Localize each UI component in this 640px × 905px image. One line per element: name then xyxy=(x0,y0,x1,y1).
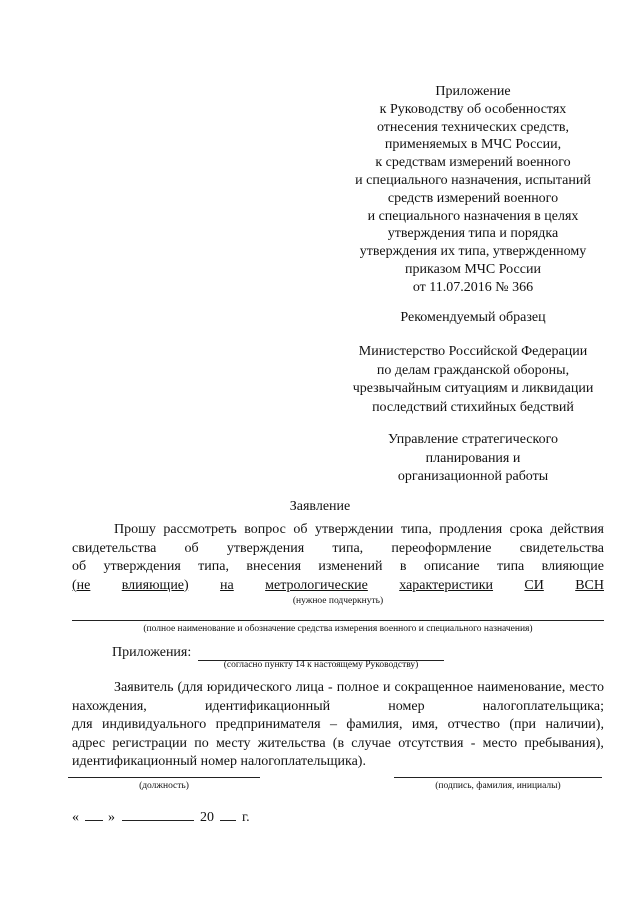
appendix-line: приказом МЧС России xyxy=(405,261,541,277)
word: характеристики xyxy=(399,577,494,593)
word: и xyxy=(382,680,391,695)
ministry-line: последствий стихийных бедствий xyxy=(372,399,574,415)
date-close-quote: » xyxy=(108,810,115,825)
word: фамилия, xyxy=(346,717,403,732)
instrument-name-field[interactable] xyxy=(72,620,604,621)
word: типа, xyxy=(198,559,229,574)
word: идентификационный xyxy=(204,698,331,714)
appendix-line: Приложение xyxy=(435,84,511,99)
word: адрес xyxy=(72,735,106,751)
word: - xyxy=(328,680,333,695)
date-year-field[interactable] xyxy=(220,808,236,821)
word: - xyxy=(470,735,476,751)
applicant-line xyxy=(72,679,604,698)
word: регистрации xyxy=(112,735,187,751)
word: срока xyxy=(509,522,543,537)
request-line xyxy=(72,558,604,577)
department-addressee xyxy=(330,431,616,487)
applicant-paragraph xyxy=(72,679,604,772)
word: предпринимателя xyxy=(215,717,321,732)
word: свидетельства xyxy=(72,540,157,556)
word: типа, xyxy=(400,522,432,537)
word: по xyxy=(194,735,209,751)
appendix-line: и специального назначения в целях xyxy=(367,208,579,224)
word: номер xyxy=(388,698,425,714)
date-day-field[interactable] xyxy=(85,808,103,821)
word: – xyxy=(330,717,338,732)
ministry-addressee xyxy=(330,343,616,417)
word: пребывания), xyxy=(524,735,604,751)
applicant-line xyxy=(72,698,604,717)
word: налогоплательщика; xyxy=(482,698,604,714)
word: (при xyxy=(509,717,537,732)
word: вопрос xyxy=(244,522,286,537)
word: рассмотреть xyxy=(163,522,237,537)
date-year-prefix: 20 xyxy=(200,810,214,825)
appendix-line: и специального назначения, испытаний xyxy=(355,172,591,188)
applicant-line xyxy=(72,735,604,754)
document-title: Заявление xyxy=(289,499,351,514)
word: внесения xyxy=(246,559,302,574)
word: лица xyxy=(295,680,324,695)
word: об xyxy=(184,540,199,556)
word: случае xyxy=(351,735,391,751)
instrument-name-hint: (полное наименование и обозначение средства измерения военного и специального назначения) xyxy=(143,624,533,634)
word: наличии), xyxy=(545,717,604,732)
word: свидетельства xyxy=(519,540,604,556)
attachments-hint: (согласно пункту 14 к настоящему Руководству) xyxy=(223,660,419,670)
applicant-line xyxy=(72,716,604,735)
word: (в xyxy=(332,735,345,751)
word: наименование, xyxy=(477,680,566,695)
word: утверждения xyxy=(103,559,181,574)
word: влияющие) xyxy=(121,577,189,593)
department-line: организационной работы xyxy=(397,469,549,484)
signature-field[interactable] xyxy=(394,777,602,778)
appendix-line: средств измерений военного xyxy=(387,190,559,206)
word: утверждении xyxy=(315,522,394,537)
word: Заявитель xyxy=(114,680,174,695)
word: индивидуального xyxy=(101,717,207,732)
appendix-header xyxy=(330,83,616,297)
word: об xyxy=(293,522,308,537)
date-line xyxy=(72,808,250,826)
word: полное xyxy=(336,680,379,695)
word: юридического xyxy=(206,680,292,695)
word: типа xyxy=(496,559,525,574)
date-open-quote: « xyxy=(72,810,79,825)
sample-label: Рекомендуемый образец xyxy=(400,310,546,325)
word: в xyxy=(399,559,407,574)
word: об xyxy=(72,559,87,574)
word: изменений xyxy=(318,559,383,574)
word: метрологические xyxy=(265,577,368,593)
request-paragraph xyxy=(72,521,604,595)
word: типа, xyxy=(332,540,364,556)
word: нахождения, xyxy=(72,698,147,714)
word: жительства xyxy=(257,735,326,751)
word: описание xyxy=(423,559,480,574)
appendix-line: к средствам измерений военного xyxy=(375,155,571,171)
appendix-line: утверждения типа и порядка xyxy=(387,226,559,242)
word: для xyxy=(72,717,93,732)
word: отсутствия xyxy=(398,735,464,751)
word: место xyxy=(569,680,604,695)
word: действия xyxy=(550,522,604,537)
department-line: Управление стратегического xyxy=(388,432,558,447)
word: место xyxy=(482,735,518,751)
signature-hint: (подпись, фамилия, инициалы) xyxy=(435,781,561,791)
appendix-line: отнесения технических средств, xyxy=(376,119,570,135)
position-field[interactable] xyxy=(68,777,260,778)
department-line: планирования и xyxy=(425,450,521,466)
ministry-line: чрезвычайным ситуациям и ликвидации xyxy=(352,381,594,396)
appendix-line: к Руководству об особенностях xyxy=(379,101,567,117)
attachments-label: Приложения: xyxy=(112,645,192,660)
underline-hint: (нужное подчеркнуть) xyxy=(292,596,384,606)
word: имя, xyxy=(411,717,439,732)
word: СИ xyxy=(524,577,544,593)
date-year-suffix: г. xyxy=(242,810,250,825)
word: месту xyxy=(215,735,251,751)
word: сокращенное xyxy=(394,680,474,695)
ministry-line: по делам гражданской обороны, xyxy=(376,362,570,378)
appendix-line: от 11.07.2016 № 366 xyxy=(412,279,534,295)
word: (не xyxy=(72,577,91,593)
word: (для xyxy=(177,680,203,695)
word: продления xyxy=(439,522,503,537)
request-line xyxy=(72,540,604,559)
position-hint: (должность) xyxy=(139,781,189,791)
ministry-line: Министерство Российской Федерации xyxy=(358,344,588,359)
word: переоформление xyxy=(391,540,492,556)
word: влияющие xyxy=(541,559,604,574)
appendix-line: утверждения их типа, утвержденному xyxy=(359,244,587,260)
request-line xyxy=(72,521,604,540)
word: на xyxy=(220,577,234,593)
appendix-line: применяемых в МЧС России, xyxy=(384,137,562,153)
date-month-field[interactable] xyxy=(122,808,194,821)
applicant-line: идентификационный номер налогоплательщика). xyxy=(72,754,366,769)
word: утверждения xyxy=(226,540,305,556)
word: отчество xyxy=(447,717,500,732)
request-line-options xyxy=(72,577,604,596)
word: Прошу xyxy=(114,522,156,537)
word: ВСН xyxy=(575,577,604,593)
